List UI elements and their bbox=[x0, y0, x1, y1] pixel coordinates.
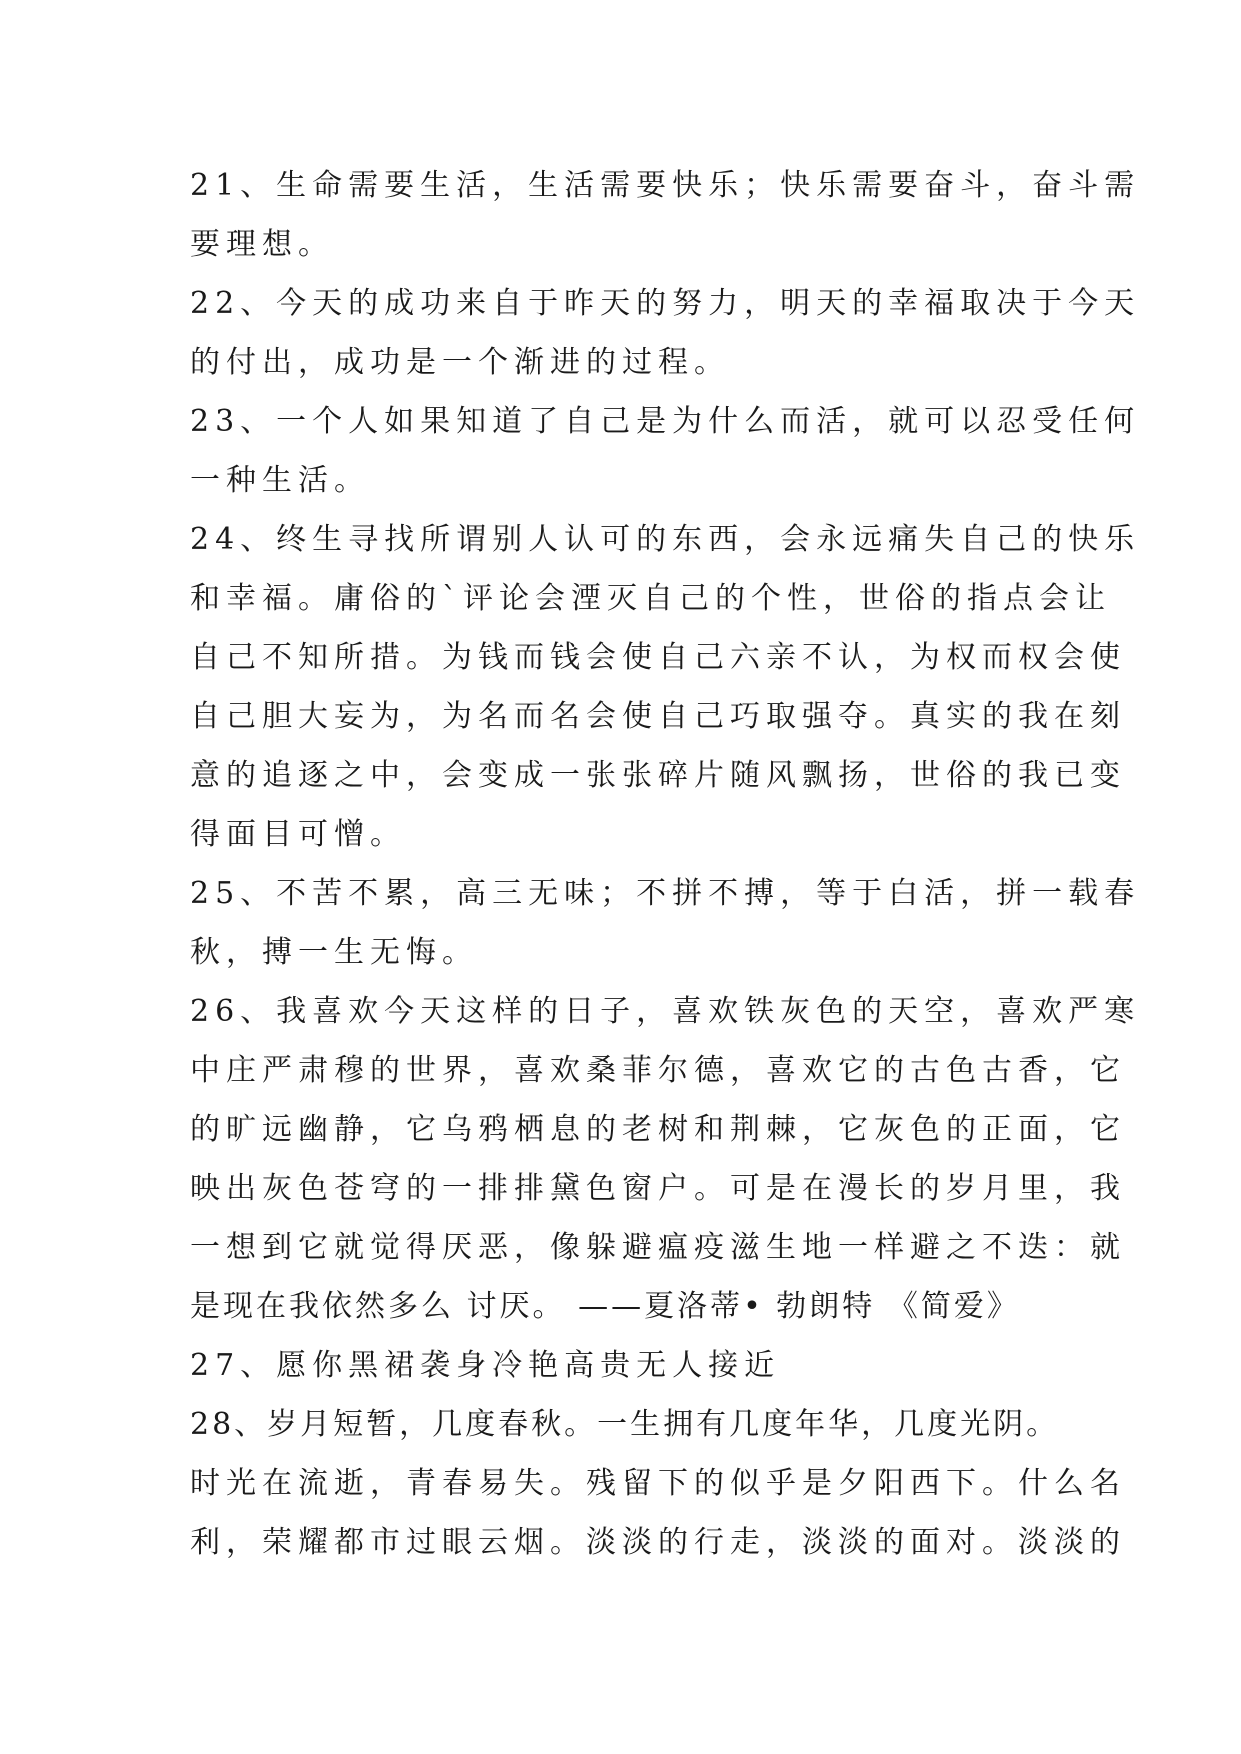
text-line: 的付出，成功是一个渐进的过程。 bbox=[190, 345, 730, 380]
text-line: 一种生活。 bbox=[190, 463, 370, 498]
text-line: 是现在我依然多么 讨厌。 ——夏洛蒂• 勃朗特 《简爱》 bbox=[190, 1289, 1020, 1324]
text-line: 中庄严肃穆的世界，喜欢桑菲尔德，喜欢它的古色古香，它 bbox=[190, 1053, 1126, 1088]
text-line: 25、不苦不累，高三无味；不拼不搏，等于白活，拼一载春 bbox=[190, 876, 1141, 911]
text-line: 得面目可憎。 bbox=[190, 817, 406, 852]
text-line: 28、岁月短暂，几度春秋。一生拥有几度年华，几度光阴。 bbox=[190, 1407, 1060, 1442]
text-line: 21、生命需要生活，生活需要快乐；快乐需要奋斗，奋斗需 bbox=[190, 168, 1141, 203]
text-line: 22、今天的成功来自于昨天的努力，明天的幸福取决于今天 bbox=[190, 286, 1141, 321]
text-line: 自己不知所措。为钱而钱会使自己六亲不认，为权而权会使 bbox=[190, 640, 1126, 675]
text-line: 自己胆大妄为，为名而名会使自己巧取强夺。真实的我在刻 bbox=[190, 699, 1126, 734]
text-line: 时光在流逝，青春易失。残留下的似乎是夕阳西下。什么名 bbox=[190, 1466, 1126, 1501]
text-line: 秋，搏一生无悔。 bbox=[190, 935, 478, 970]
text-line: 的旷远幽静，它乌鸦栖息的老树和荆棘，它灰色的正面，它 bbox=[190, 1112, 1126, 1147]
text-line: 23、一个人如果知道了自己是为什么而活，就可以忍受任何 bbox=[190, 404, 1141, 439]
text-line: 要理想。 bbox=[190, 227, 334, 262]
text-line: 24、终生寻找所谓别人认可的东西，会永远痛失自己的快乐 bbox=[190, 522, 1141, 557]
text-line: 意的追逐之中，会变成一张张碎片随风飘扬，世俗的我已变 bbox=[190, 758, 1126, 793]
text-line: 一想到它就觉得厌恶，像躲避瘟疫滋生地一样避之不迭：就 bbox=[190, 1230, 1126, 1265]
text-line: 映出灰色苍穹的一排排黛色窗户。可是在漫长的岁月里，我 bbox=[190, 1171, 1126, 1206]
text-line: 26、我喜欢今天这样的日子，喜欢铁灰色的天空，喜欢严寒 bbox=[190, 994, 1141, 1029]
text-line: 和幸福。庸俗的`评论会湮灭自己的个性，世俗的指点会让 bbox=[190, 581, 1111, 616]
text-line: 27、愿你黑裙袭身冷艳高贵无人接近 bbox=[190, 1348, 781, 1383]
text-line: 利，荣耀都市过眼云烟。淡淡的行走，淡淡的面对。淡淡的 bbox=[190, 1525, 1126, 1560]
document-body bbox=[190, 156, 1141, 1572]
